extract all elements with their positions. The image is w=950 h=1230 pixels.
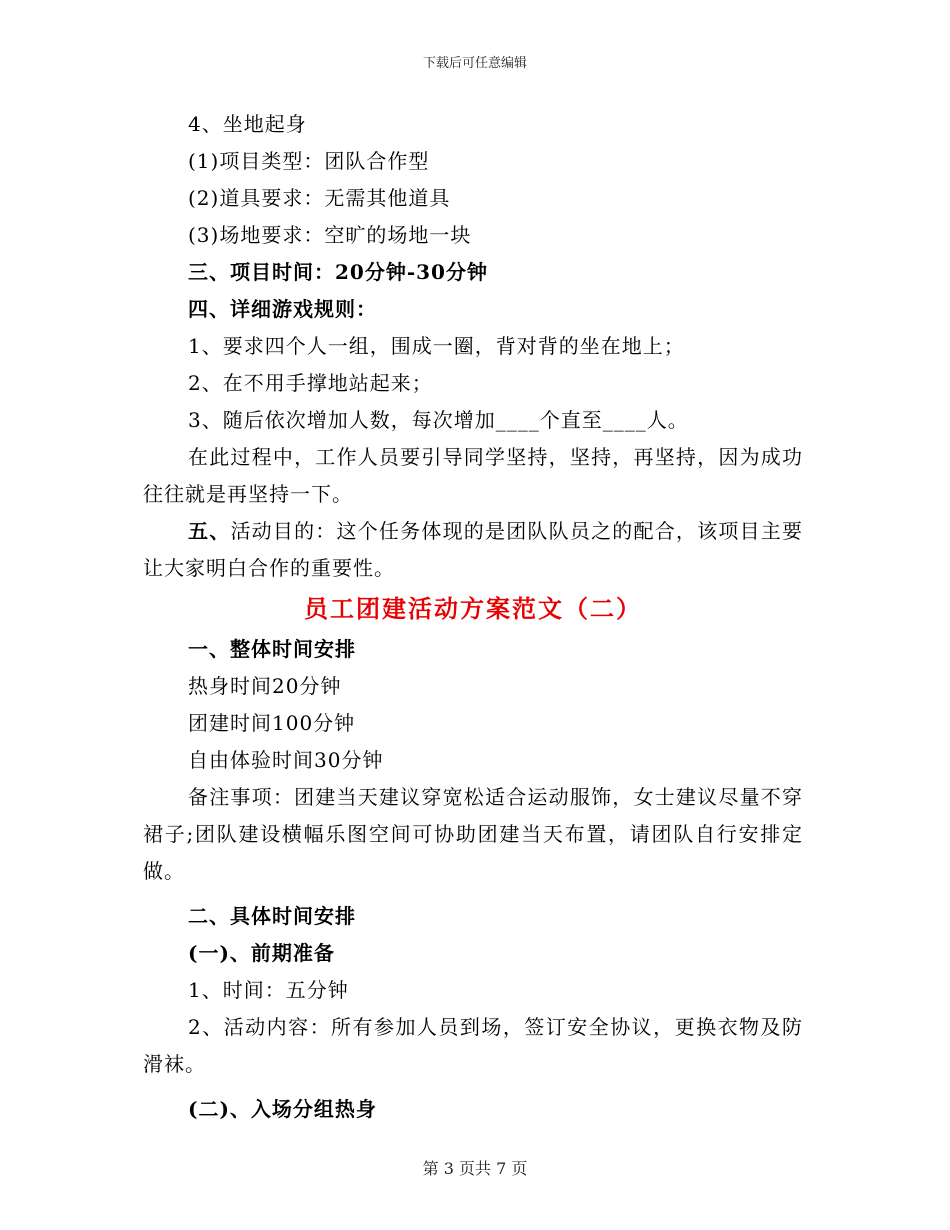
purpose-paragraph [143, 513, 803, 587]
entry-heading: (二)、入场分组热身 [188, 1097, 377, 1121]
item-venue: (3)场地要求：空旷的场地一块 [188, 223, 472, 247]
prep-heading: (一)、前期准备 [188, 941, 335, 965]
teambuild-time: 团建时间100分钟 [188, 711, 356, 735]
purpose-label: 五、 [188, 519, 231, 543]
rule-2: 2、在不用手撑地站起来； [188, 371, 433, 395]
item-title: 4、坐地起身 [188, 112, 307, 136]
detail-heading: 二、具体时间安排 [188, 904, 356, 928]
rule-3: 3、随后依次增加人数，每次增加____个直至____人。 [188, 408, 689, 432]
purpose-text: 活动目的：这个任务体现的是团队队员之的配合，该项目主要让大家明白合作的重要性。 [143, 519, 804, 580]
item-props: (2)道具要求：无需其他道具 [188, 186, 451, 210]
free-time: 自由体验时间30分钟 [188, 748, 384, 772]
warmup-time: 热身时间20分钟 [188, 674, 342, 698]
overall-heading: 一、整体时间安排 [188, 637, 356, 661]
page-header: 下载后可任意编辑 [422, 56, 527, 71]
rules-heading: 四、详细游戏规则： [188, 297, 377, 321]
prep-content: 2、活动内容：所有参加人员到场，签订安全协议，更换衣物及防滑袜。 [143, 1015, 803, 1076]
note-paragraph: 在此过程中，工作人员要引导同学坚持，坚持，再坚持，因为成功往往就是再坚持一下。 [143, 445, 803, 506]
time-heading: 三、项目时间：20分钟-30分钟 [188, 260, 488, 284]
prep-time: 1、时间：五分钟 [188, 978, 349, 1002]
item-type: (1)项目类型：团队合作型 [188, 149, 430, 173]
page-footer: 第 3 页共 7 页 [422, 1159, 528, 1178]
remarks-paragraph: 备注事项：团建当天建议穿宽松适合运动服饰，女士建议尽量不穿裙子;团队建设横幅乐图空间可协助团建当天布置，请团队自行安排定做。 [143, 785, 803, 883]
rule-1: 1、要求四个人一组，围成一圈，背对背的坐在地上； [188, 334, 685, 358]
section-title: 员工团建活动方案范文（二） [304, 594, 642, 623]
document-body [143, 106, 803, 1128]
